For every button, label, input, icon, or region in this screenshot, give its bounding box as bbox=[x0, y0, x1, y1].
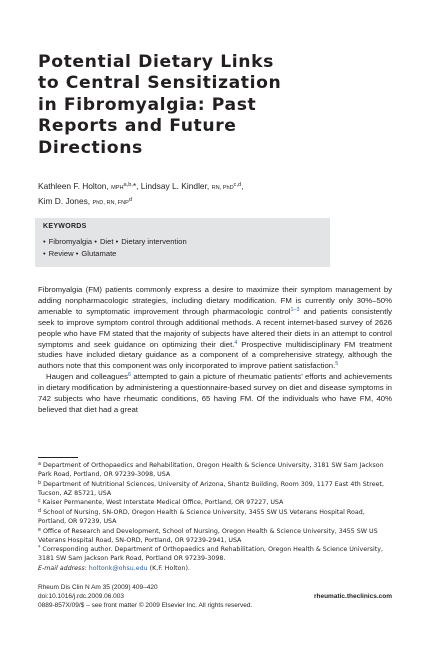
author-name: Lindsay L. Kindler, bbox=[140, 181, 210, 191]
copyright: 0889-857X/09/$ – see front matter © 2009 Elsevier Inc. All rights reserved. bbox=[38, 602, 253, 609]
copyright-line bbox=[38, 601, 392, 610]
reference-link[interactable]: 4 bbox=[234, 339, 238, 346]
paragraph-text: Haugen and colleagues bbox=[46, 372, 128, 382]
author-degrees: RN, PhD bbox=[211, 185, 234, 191]
bullet-icon: • bbox=[115, 237, 119, 246]
reference-link[interactable]: 5 bbox=[335, 361, 339, 368]
article-body bbox=[38, 285, 392, 416]
footnote-text: School of Nursing, SN-ORD, Oregon Health & Science University, 3455 SW US Veterans Hospital Road, Portland, OR 97239, USA bbox=[38, 508, 365, 526]
doi-line bbox=[38, 592, 392, 601]
keywords-heading: KEYWORDS bbox=[43, 223, 87, 230]
footnote bbox=[38, 498, 392, 507]
title-line: in Fibromyalgia: Past bbox=[38, 94, 257, 115]
author-affiliation: d bbox=[128, 196, 132, 203]
footnote-mark: d bbox=[38, 508, 42, 514]
keywords-row bbox=[43, 249, 116, 258]
reference-link[interactable]: 1–3 bbox=[290, 306, 300, 313]
email-line bbox=[38, 564, 392, 573]
author-affiliation: a,b, bbox=[123, 182, 133, 188]
footnote-text: Office of Research and Development, School of Nursing, Oregon Health & Science University, 3455 SW US Veterans Hospital Road, SN-ORD, Portland, OR 97239-2941, USA bbox=[38, 527, 378, 544]
bullet-icon: • bbox=[94, 237, 97, 246]
author-degrees: PhD, RN, FNP bbox=[92, 199, 129, 206]
title-line: Reports and Future bbox=[38, 116, 237, 137]
footnote-mark: c bbox=[38, 499, 41, 505]
keyword: Review bbox=[48, 249, 74, 258]
footnote-text: Department of Orthopaedics and Rehabilitation, Oregon Health & Science University, 3181 SW Sam Jackson Park Road, Portland, OR 97239-3098, USA bbox=[38, 462, 384, 479]
email-link[interactable]: holtonk@ohsu.edu bbox=[88, 565, 148, 573]
keyword: Dietary intervention bbox=[121, 237, 187, 246]
body-paragraph bbox=[38, 372, 392, 416]
paragraph-text: and patients consistently seek to improve symptom control through additional methods. A recent internet-based survey of 2626 people who have FM stated that the majority of subjects have altered their diets in an attempt to control symptoms and seek guidance on optimizing their diet. bbox=[38, 306, 392, 349]
corresponding-star: * bbox=[132, 181, 137, 191]
keywords-row bbox=[43, 237, 187, 246]
citation-line bbox=[38, 583, 392, 592]
footnote-mark: a bbox=[38, 462, 41, 467]
paragraph-text: Fibromyalgia (FM) patients commonly express a desire to maximize their symptom management by adding nonpharmacologic strategies, including dietary modification. FM is currently only 30%–50% amenable to symptomatic improvement through pharmacologic control bbox=[38, 285, 392, 316]
footnote-text: Kaiser Permanente, West Interstate Medical Office, Portland, OR 97227, USA bbox=[42, 499, 284, 507]
footnote bbox=[38, 461, 392, 479]
paragraph-text: Prospective multidisciplinary FM treatment studies have included dietary guidance as a component of a comprehensive strategy, although the authors note that this component was only incorporated to improve patient satisfaction. bbox=[38, 339, 392, 371]
footnote bbox=[38, 508, 392, 526]
citation: Rheum Dis Clin N Am 35 (2009) 409–420 bbox=[38, 584, 158, 591]
author-degrees: MPH bbox=[111, 185, 124, 191]
footnote-divider bbox=[38, 457, 78, 458]
email-label: E-mail address: bbox=[38, 565, 87, 573]
title-line: to Central Sensitization bbox=[38, 73, 282, 94]
doi[interactable]: doi:10.1016/j.rdc.2009.06.003 bbox=[38, 593, 125, 600]
footnote bbox=[38, 545, 392, 563]
keyword: Glutamate bbox=[81, 249, 117, 258]
footnote bbox=[38, 480, 392, 498]
footnote-text: Corresponding author. Department of Orthopaedics and Rehabilitation, Oregon Health & Science University, 3181 SW Sam Jackson Park Road, Portland OR 97239-3098. bbox=[38, 546, 383, 563]
author-name: Kim D. Jones, bbox=[38, 195, 91, 206]
author-affiliation: c,d bbox=[233, 182, 242, 188]
article-title bbox=[38, 52, 368, 159]
footnote-text: Department of Nutritional Sciences, University of Arizona, Shantz Building, Room 309, 1177 East 4th Street, Tucson, AZ 85721, USA bbox=[38, 480, 384, 497]
paragraph-text: attempted to gain a picture of rheumatic patients’ efforts and achievements in dietary modification by administering a questionnaire-based survey on diet and disease symptoms in 742 subjects who have rheumatic conditions, 65 having FM. Of the individuals who have FM, 40% believed that diet had a great bbox=[38, 372, 392, 414]
bullet-icon: • bbox=[43, 237, 46, 246]
footnote-mark: e bbox=[38, 527, 41, 533]
title-line: Directions bbox=[38, 137, 143, 158]
footnote-mark: b bbox=[38, 480, 42, 486]
keywords-box bbox=[35, 218, 330, 267]
bullet-icon: • bbox=[43, 249, 46, 258]
footnote bbox=[38, 527, 392, 545]
bullet-icon: • bbox=[75, 249, 79, 258]
keyword: Fibromyalgia bbox=[48, 237, 93, 246]
keyword: Diet bbox=[99, 237, 114, 246]
footnotes bbox=[38, 461, 392, 574]
author-name: Kathleen F. Holton, bbox=[38, 181, 109, 191]
page-footer bbox=[38, 583, 392, 610]
email-suffix: (K.F. Holton). bbox=[149, 565, 190, 573]
reference-link[interactable]: 6 bbox=[127, 372, 131, 379]
body-paragraph bbox=[38, 285, 392, 372]
footnote-mark: * bbox=[38, 546, 41, 552]
author-list: Kathleen F. Holton, $MPH^{a,b,}*$, Lindsay L. Kindler, RN, PhD$^{c,d}$, Kim D. Jones, PhD, RN, FNP$^d$ bbox=[38, 181, 244, 206]
journal-website[interactable]: rheumatic.theclinics.com bbox=[313, 593, 392, 600]
title-line: Potential Dietary Links bbox=[38, 52, 274, 72]
